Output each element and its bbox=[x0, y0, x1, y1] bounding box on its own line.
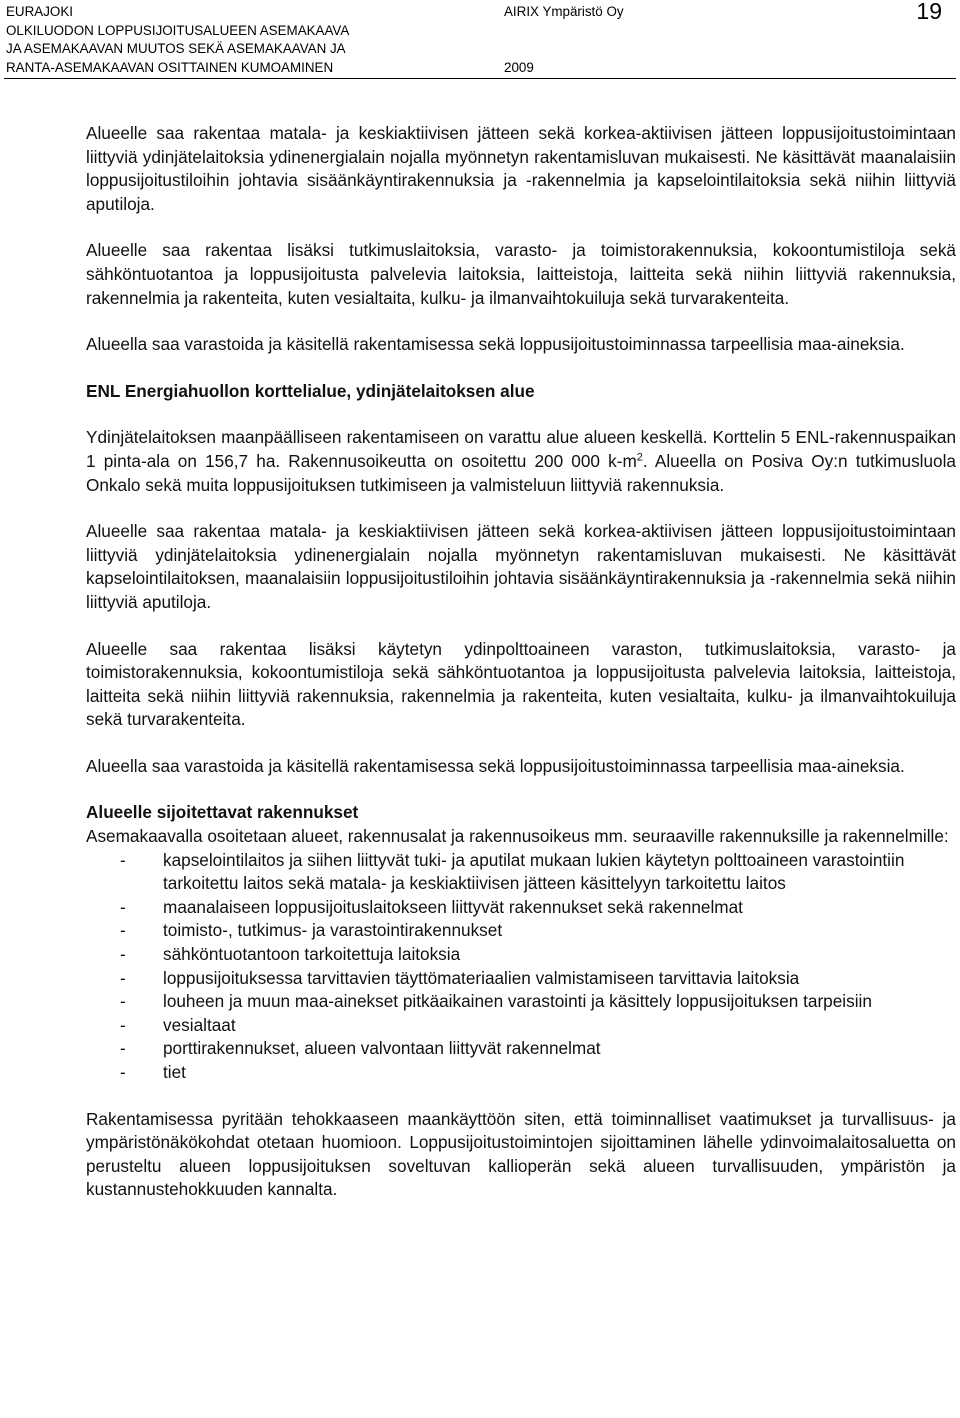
paragraph-9: Rakentamisessa pyritään tehokkaaseen maankäyttöön siten, että toiminnalliset vaatimukset ja turvallisuus- ja ympäristönäkökohdat otetaan huomioon. Loppusijoitustoimintojen sijoittaminen lähelle ydinvoimalaitosaluetta on perusteltu alueen loppusijoituksen soveltuvan kallioperän sekä alueen turvallisuuden, ympäristön ja kustannustehokkuuden kannalta. bbox=[86, 1108, 956, 1200]
list-dash: - bbox=[120, 944, 126, 965]
paragraph-1: Alueelle saa rakentaa matala- ja keskiaktiivisen jätteen sekä korkea-aktiivisen jätteen loppusijoitustoimintaan liittyviä ydinjätelaitoksia ydinenergialain nojalla myönnetyn rakentamisluvan mukaisesti. Ne käsittävät maanalaisiin loppusijoitustiloihin johtavia sisäänkäyntirakennuksia ja -rakennelmia ja kapselointilaitoksia sekä niihin liittyviä aputiloja. bbox=[86, 123, 956, 214]
header-municipality: EURAJOKI bbox=[6, 4, 73, 19]
paragraph-3: Alueella saa varastoida ja käsitellä rakentamisessa sekä loppusijoitustoiminnassa tarpeellisia maa-aineksia. bbox=[86, 334, 905, 355]
paragraph-6: Alueelle saa rakentaa lisäksi käytetyn ydinpolttoaineen varaston, tutkimuslaitoksia, varasto- ja toimistorakennuksia, kokoontumistiloja sekä sähköntuotantoa ja loppusijoitusta palvelevia laitoksia, laitteistoja, laitteita sekä niihin liittyviä rakennuksia, rakennelmia ja rakenteita, kuten vesialtaita, kulku- ja ilmanvaihtokuiluja sekä turvarakenteita. bbox=[86, 638, 956, 730]
list-item bbox=[86, 943, 956, 967]
list-item bbox=[86, 990, 956, 1014]
header-company: AIRIX Ympäristö Oy bbox=[504, 4, 624, 19]
section-heading-enl: ENL Energiahuollon korttelialue, ydinjätelaitoksen alue bbox=[86, 380, 535, 401]
section-heading-buildings: Alueelle sijoitettavat rakennukset bbox=[86, 802, 359, 823]
list-item-text: porttirakennukset, alueen valvontaan liittyvät rakennelmat bbox=[163, 1038, 601, 1059]
document-body bbox=[86, 122, 956, 1225]
list-item-text: tiet bbox=[163, 1062, 186, 1082]
list-item bbox=[86, 967, 956, 991]
paragraph-4 bbox=[86, 426, 956, 497]
list-item-text: maanalaiseen loppusijoituslaitokseen liittyvät rakennukset sekä rakennelmat bbox=[163, 896, 743, 917]
paragraph-2: Alueelle saa rakentaa lisäksi tutkimuslaitoksia, varasto- ja toimistorakennuksia, kokoontumistiloja sekä sähköntuotantoa ja loppusijoitusta palvelevia laitoksia, laitteistoja, laitteita sekä niihin liittyviä rakennuksia, rakennelmia ja rakenteita, kuten vesialtaita, kulku- ja ilmanvaihtokuiluja sekä turvarakenteita. bbox=[86, 240, 956, 308]
page-header bbox=[0, 0, 960, 80]
list-item bbox=[86, 1037, 956, 1061]
paragraph-8: Asemakaavalla osoitetaan alueet, rakennusalat ja rakennusoikeus mm. seuraaville rakennuksille ja rakennelmille: bbox=[86, 826, 949, 847]
list-dash: - bbox=[120, 1038, 126, 1059]
header-title-line-2: JA ASEMAKAAVAN MUUTOS SEKÄ ASEMAKAAVAN JA bbox=[6, 41, 346, 56]
list-item-text: vesialtaat bbox=[163, 1014, 236, 1035]
list-item-text: louheen ja muun maa-ainekset pitkäaikainen varastointi ja käsittely loppusijoituksen tarpeisiin bbox=[163, 991, 872, 1012]
paragraph-7: Alueella saa varastoida ja käsitellä rakentamisessa sekä loppusijoitustoiminnassa tarpeellisia maa-aineksia. bbox=[86, 755, 905, 776]
page-number: 19 bbox=[916, 0, 942, 24]
header-divider bbox=[4, 78, 956, 79]
list-dash: - bbox=[120, 1014, 126, 1035]
buildings-list bbox=[86, 849, 956, 1085]
paragraph-4-main: Ydinjätelaitoksen maanpäälliseen rakentamiseen on varattu alue alueen keskellä. Korttelin 5 ENL-rakennuspaikan 1 pinta-ala on 156,7 ha. Rakennusoikeutta on osoitettu 200 000 k-m bbox=[86, 427, 956, 471]
list-item-text: kapselointilaitos ja siihen liittyvät tuki- ja aputilat mukaan lukien käytetyn polttoaineen varastointiin tarkoitettu laitos sekä matala- ja keskiaktiivisen jätteen käsittelyyn tarkoitettu laitos bbox=[163, 849, 905, 894]
list-dash: - bbox=[120, 896, 126, 917]
header-title-line-1: OLKILUODON LOPPUSIJOITUSALUEEN ASEMAKAAVA bbox=[6, 23, 350, 38]
list-dash: - bbox=[120, 967, 126, 988]
list-dash: - bbox=[120, 1062, 126, 1082]
list-item-text: toimisto-, tutkimus- ja varastointirakennukset bbox=[163, 920, 503, 941]
list-item bbox=[86, 919, 956, 943]
list-item bbox=[86, 896, 956, 920]
header-year: 2009 bbox=[504, 60, 534, 75]
paragraph-4-tail: . Alueella on Posiva Oy:n tutkimusluola Onkalo sekä muita loppusijoituksen tutkimiseen ja valmisteluun liittyviä rakennuksia. bbox=[86, 450, 956, 495]
list-item bbox=[86, 1014, 956, 1038]
header-title-line-3: RANTA-ASEMAKAAVAN OSITTAINEN KUMOAMINEN bbox=[6, 60, 334, 75]
list-dash: - bbox=[120, 849, 126, 870]
list-dash: - bbox=[120, 991, 126, 1012]
paragraph-5: Alueelle saa rakentaa matala- ja keskiaktiivisen jätteen sekä korkea-aktiivisen jätteen loppusijoitustoimintaan liittyviä ydinjätelaitoksia ydinenergialain nojalla myönnetyn rakentamisluvan mukaisesti. Ne käsittävät kapselointilaitoksen, maanalaisiin loppusijoitustiloihin johtavia sisäänkäyntirakennuksia ja -rakennelmia sekä niihin liittyviä aputiloja. bbox=[86, 521, 956, 612]
list-item bbox=[86, 849, 956, 896]
list-item bbox=[86, 1061, 956, 1085]
superscript-2: 2 bbox=[636, 451, 643, 464]
list-dash: - bbox=[120, 920, 126, 941]
list-item-text: loppusijoituksessa tarvittavien täyttömateriaalien valmistamiseen tarvittavia laitoksia bbox=[163, 967, 800, 988]
list-item-text: sähköntuotantoon tarkoitettuja laitoksia bbox=[163, 944, 461, 965]
